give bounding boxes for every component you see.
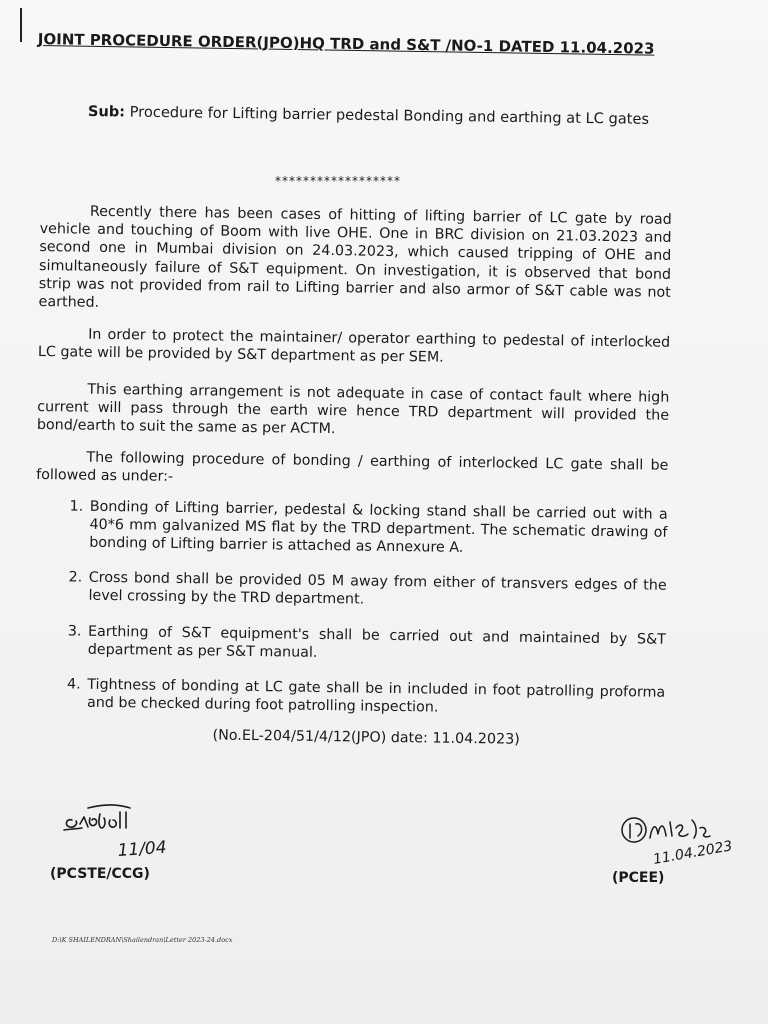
signature-left — [58, 800, 188, 870]
signature-left-date: 11/04 — [116, 837, 168, 861]
document-heading: JOINT PROCEDURE ORDER(JPO)HQ TRD and S&T /NO-1 DATED 11.04.2023 — [37, 30, 655, 58]
paragraph: Recently there has been cases of hitting of lifting barrier of LC gate by road vehicle and touching of Boom with live OHE. One in BRC division on 21.03.2023 and second one in Mumbai division on 24.03.2023, which caused tripping of OHE and simultaneously failure of S&T equipment. On investigation, it is observed that bond strip was not provided from rail to Lifting barrier and also armor of S&T cable was not earthed. — [38, 203, 672, 311]
procedure-list — [33, 497, 668, 721]
procedure-item: 2. Cross bond shall be provided 05 M away from either of transvers edges of the level crossing by the TRD department. — [86, 569, 666, 614]
document-body — [32, 202, 671, 751]
margin-line — [20, 8, 22, 42]
subject-line — [88, 103, 678, 128]
signature-right — [614, 808, 754, 870]
subject-label: Sub: — [87, 103, 126, 121]
designation-pcee: (PCEE) — [612, 870, 665, 886]
separator-stars: ****************** — [275, 174, 401, 188]
designation-pcste: (PCSTE/CCG) — [50, 866, 150, 882]
procedure-item: 3. Earthing of S&T equipment's shall be carried out and maintained by S&T department as per S&T manual. — [86, 622, 666, 667]
subject-text: Procedure for Lifting barrier pedestal Bonding and earthing at LC gates — [129, 103, 650, 128]
signature-right-date: 11.04.2023 — [651, 838, 734, 868]
reference-number: (No.EL-204/51/4/12(JPO) date: 11.04.2023) — [212, 727, 520, 749]
footer-file-path: D:\K SHAILENDRAN\Shailendran\Letter 2023-24.docx — [52, 936, 233, 944]
procedure-item: 1. Bonding of Lifting barrier, pedestal & locking stand shall be carried out with a 40*6 mm galvanized MS flat by the TRD department. The schematic drawing of bonding of Lifting barrier is attached as Annexure A. — [87, 497, 668, 560]
paragraph: In order to protect the maintainer/ operator earthing to pedestal of interlocked LC gate will be provided by S&T department as per SEM. — [37, 326, 671, 367]
paragraph: This earthing arrangement is not adequate in case of contact fault where high current will pass through the earth wire hence TRD department will provided the bond/earth to suit the same as per ACTM. — [36, 381, 670, 438]
paragraph: The following procedure of bonding / earthing of interlocked LC gate shall be followed as under:- — [36, 449, 669, 486]
procedure-item: 4. Tightness of bonding at LC gate shall be in included in foot patrolling proforma and be checked during foot patrolling inspection. — [85, 676, 665, 721]
